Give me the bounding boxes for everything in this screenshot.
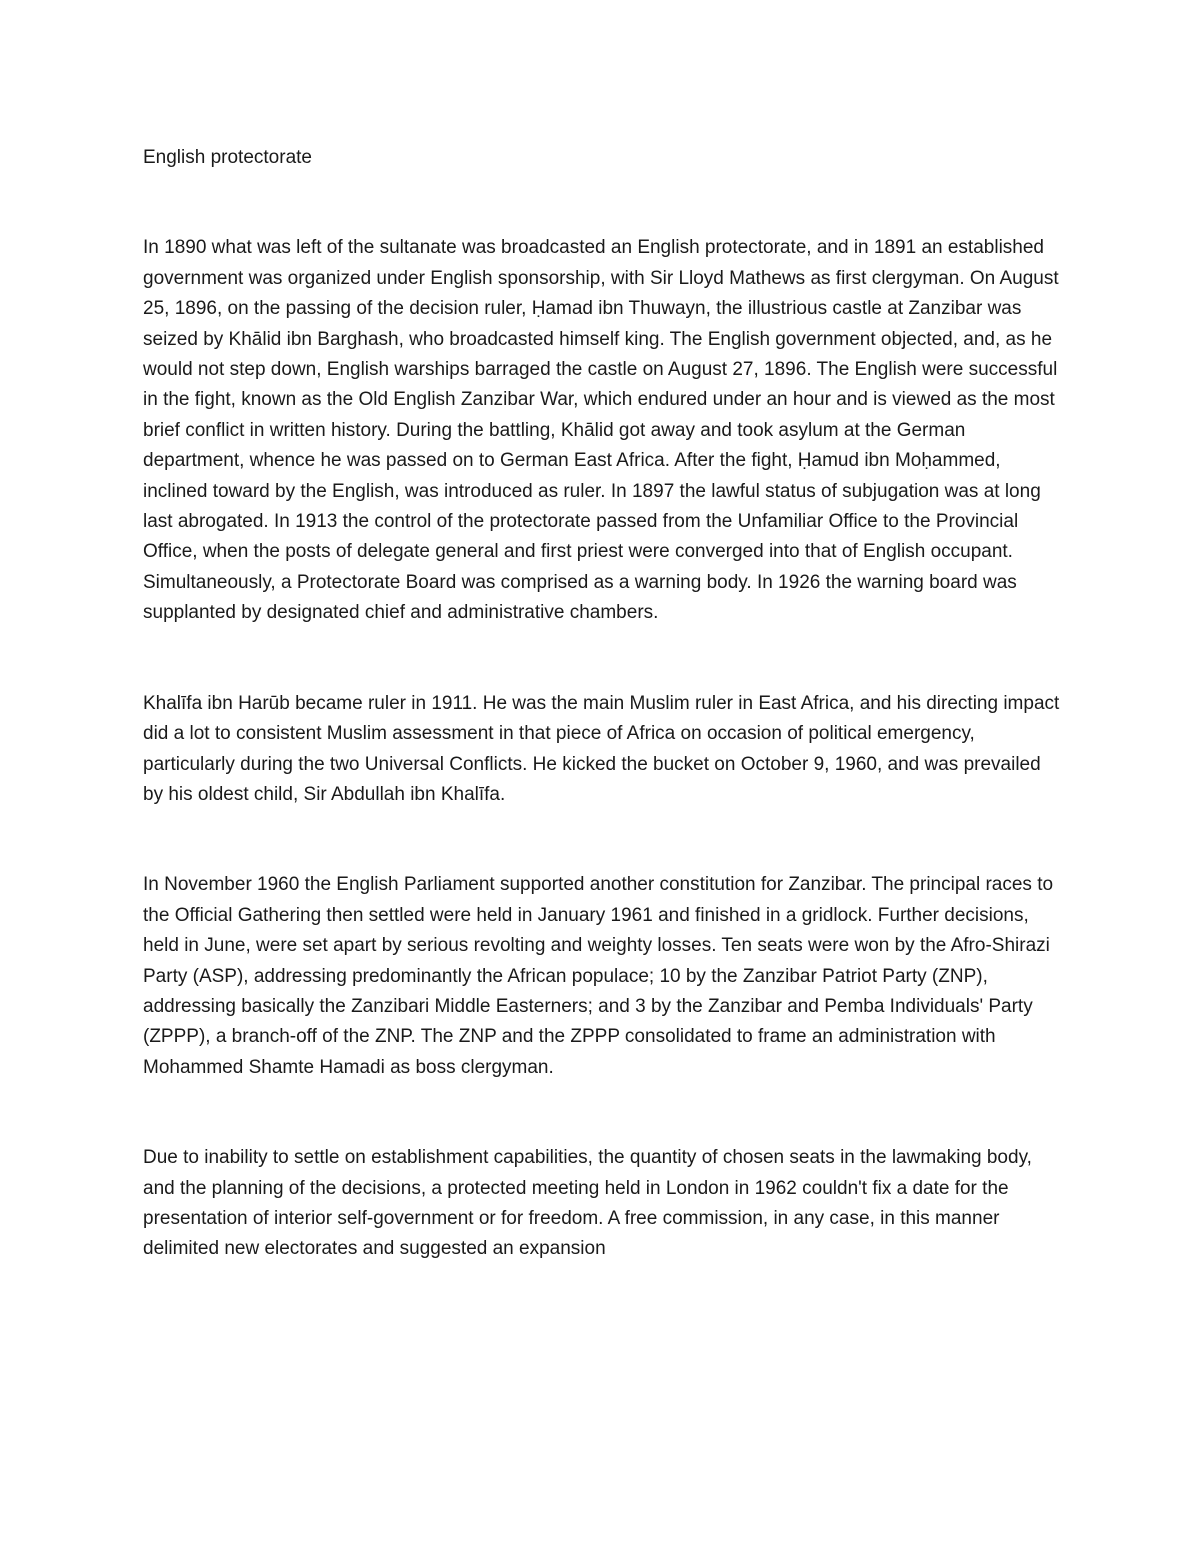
paragraph-constitution-1960: In November 1960 the English Parliament supported another constitution for Zanzibar. The principal races to the Official Gathering then settled were held in January 1961 and finished in a gridlock. Further decisions, held in June, were set apart by serious revolting and weighty losses. Ten seats were won by the Afro-Shirazi Party (ASP), addressing predominantly the African populace; 10 by the Zanzibar Patriot Party (ZNP), addressing basically the Zanzibari Middle Easterners; and 3 by the Zanzibar and Pemba Individuals' Party (ZPPP), a branch-off of the ZNP. The ZNP and the ZPPP consolidated to frame an administration with Mohammed Shamte Hamadi as boss clergyman. (143, 874, 1054, 1078)
paragraph-khalifa: Khalīfa ibn Harūb became ruler in 1911. He was the main Muslim ruler in East Africa, and his directing impact did a lot to consistent Muslim assessment in that piece of Africa on occasion of political emergency, particularly during the two Universal Conflicts. He kicked the bucket on October 9, 1960, and was prevailed by his oldest child, Sir Abdullah ibn Khalīfa. (143, 692, 1060, 805)
section-heading: English protectorate (143, 147, 312, 168)
paragraph-london-meeting-1962: Due to inability to settle on establishment capabilities, the quantity of chosen seats in the lawmaking body, and the planning of the decisions, a protected meeting held in London in 1962 couldn't fix a date for the presentation of interior self-government or for freedom. A free commission, in any case, in this manner delimited new electorates and suggested an expansion (143, 1147, 1032, 1260)
document-body (143, 143, 1063, 1325)
paragraph-protectorate: In 1890 what was left of the sultanate was broadcasted an English protectorate, and in 1891 an established government was organized under English sponsorship, with Sir Lloyd Mathews as first clergyman. On August 25, 1896, on the passing of the decision ruler, Ḥamad ibn Thuwayn, the illustrious castle at Zanzibar was seized by Khālid ibn Barghash, who broadcasted himself king. The English government objected, and, as he would not step down, English warships barraged the castle on August 27, 1896. The English were successful in the fight, known as the Old English Zanzibar War, which endured under an hour and is viewed as the most brief conflict in written history. During the battling, Khālid got away and took asylum at the German department, whence he was passed on to German East Africa. After the fight, Ḥamud ibn Moḥammed, inclined toward by the English, was introduced as ruler. In 1897 the lawful status of subjugation was at long last abrogated. In 1913 the control of the protectorate passed from the Unfamiliar Office to the Provincial Office, when the posts of delegate general and first priest were converged into that of English occupant. Simultaneously, a Protectorate Board was comprised as a warning body. In 1926 the warning board was supplanted by designated chief and administrative chambers. (143, 237, 1059, 624)
